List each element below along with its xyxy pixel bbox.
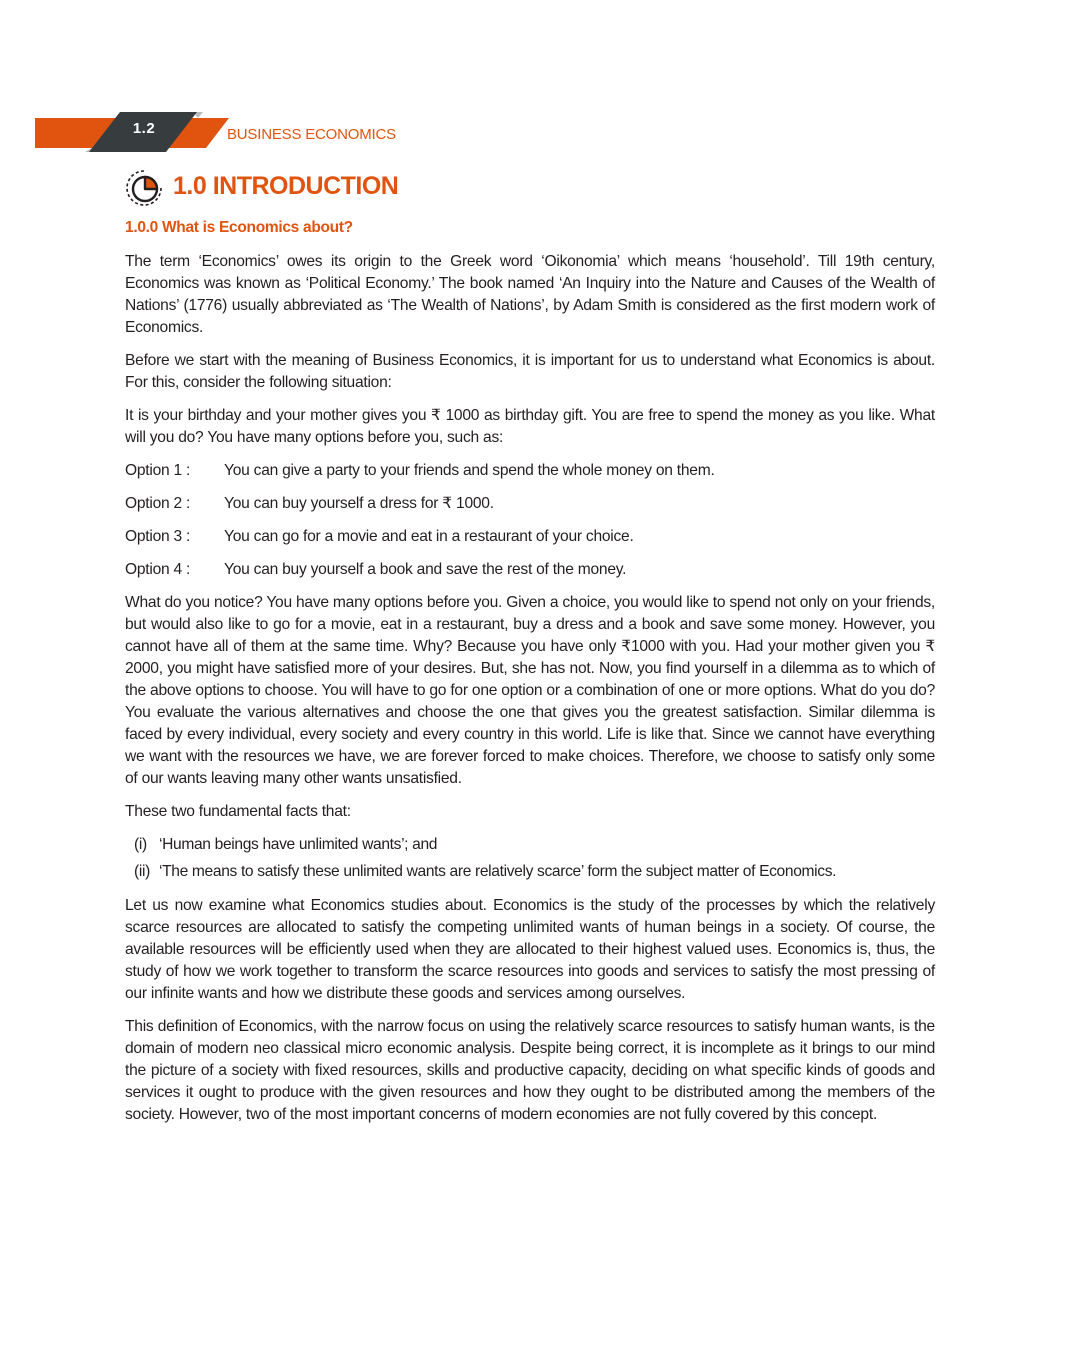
option-text: You can buy yourself a book and save the rest of the money. (224, 561, 627, 578)
option-text: You can give a party to your friends and spend the whole money on them. (224, 462, 715, 479)
paragraph-intro: Before we start with the meaning of Business Economics, it is important for us to understand what Economics is about. For this, consider the following situation: (125, 352, 935, 391)
section-title: 1.0 INTRODUCTION (173, 172, 399, 200)
subsection-title: 1.0.0 What is Economics about? (125, 219, 353, 236)
paragraph-notice: What do you notice? You have many options before you. Given a choice, you would like to spend not only on your friends, but would also like to go for a movie, eat in a restaurant, buy a dress and a book and save some money. However, you cannot have all of them at the same time. Why? Because you have only ₹1000 with you. Had your mother given you ₹ 2000, you might have satisfied more of your desires. But, she has not. Now, you find yourself in a dilemma as to which of the above options to choose. You will have to go for one option or a combination of one or more options. What do you do? You evaluate the various alternatives and choose the one that gives you the greatest satisfaction. Similar dilemma is faced by every individual, every society and every country in this world. Life is like that. Since we cannot have everything we want with the resources we have, we are forever forced to make choices. Therefore, we choose to satisfy only some of our wants leaving many other wants unsatisfied. (125, 594, 935, 787)
fact-item (125, 834, 935, 856)
option-label: Option 2 : (125, 495, 191, 512)
option-item (125, 526, 935, 548)
option-label: Option 4 : (125, 561, 191, 578)
option-item (125, 493, 935, 515)
option-label: Option 3 : (125, 528, 191, 545)
body-content (125, 251, 935, 1137)
paragraph-facts-intro: These two fundamental facts that: (125, 803, 351, 820)
paragraph-examine: Let us now examine what Economics studies about. Economics is the study of the processes by which the relatively scarce resources are allocated to satisfy the competing unlimited wants of human beings in a society. Of course, the available resources will be efficiently used when they are allocated to their highest valued uses. Economics is, thus, the study of how we work together to transform the scarce resources into goods and services to satisfy the most pressing of our infinite wants and how we distribute these goods and services among ourselves. (125, 897, 935, 1002)
fact-text: ‘The means to satisfy these unlimited wants are relatively scarce’ form the subject matter of Economics. (159, 863, 837, 880)
option-text: You can go for a movie and eat in a restaurant of your choice. (224, 528, 634, 545)
running-head: BUSINESS ECONOMICS (227, 126, 396, 143)
clock-pie-icon (124, 168, 164, 208)
fact-number: (i) (134, 836, 147, 853)
option-item (125, 460, 935, 482)
fact-item (125, 861, 935, 883)
options-list (125, 460, 935, 581)
fact-number: (ii) (134, 863, 150, 880)
option-label: Option 1 : (125, 462, 191, 479)
paragraph-situation: It is your birthday and your mother gives you ₹ 1000 as birthday gift. You are free to spend the money as you like. What will you do? You have many options before you, such as: (125, 407, 935, 446)
page-number: 1.2 (132, 120, 156, 137)
facts-list (125, 834, 935, 883)
option-item (125, 559, 935, 581)
option-text: You can buy yourself a dress for ₹ 1000. (224, 495, 494, 512)
paragraph-definition: This definition of Economics, with the narrow focus on using the relatively scarce resources to satisfy human wants, is the domain of modern neo classical micro economic analysis. Despite being correct, it is incomplete as it brings to our mind the picture of a society with fixed resources, skills and productive capacity, deciding on what specific kinds of goods and services it ought to produce with the given resources and how they ought to be distributed among the members of the society. However, two of the most important concerns of modern economies are not fully covered by this concept. (125, 1018, 935, 1123)
paragraph-origin: The term ‘Economics’ owes its origin to the Greek word ‘Oikonomia’ which means ‘household’. Till 19th century, Economics was known as ‘Political Economy.’ The book named ‘An Inquiry into the Nature and Causes of the Wealth of Nations’ (1776) usually abbreviated as ‘The Wealth of Nations’, by Adam Smith is considered as the first modern work of Economics. (125, 253, 935, 336)
fact-text: ‘Human beings have unlimited wants’; and (159, 836, 438, 853)
